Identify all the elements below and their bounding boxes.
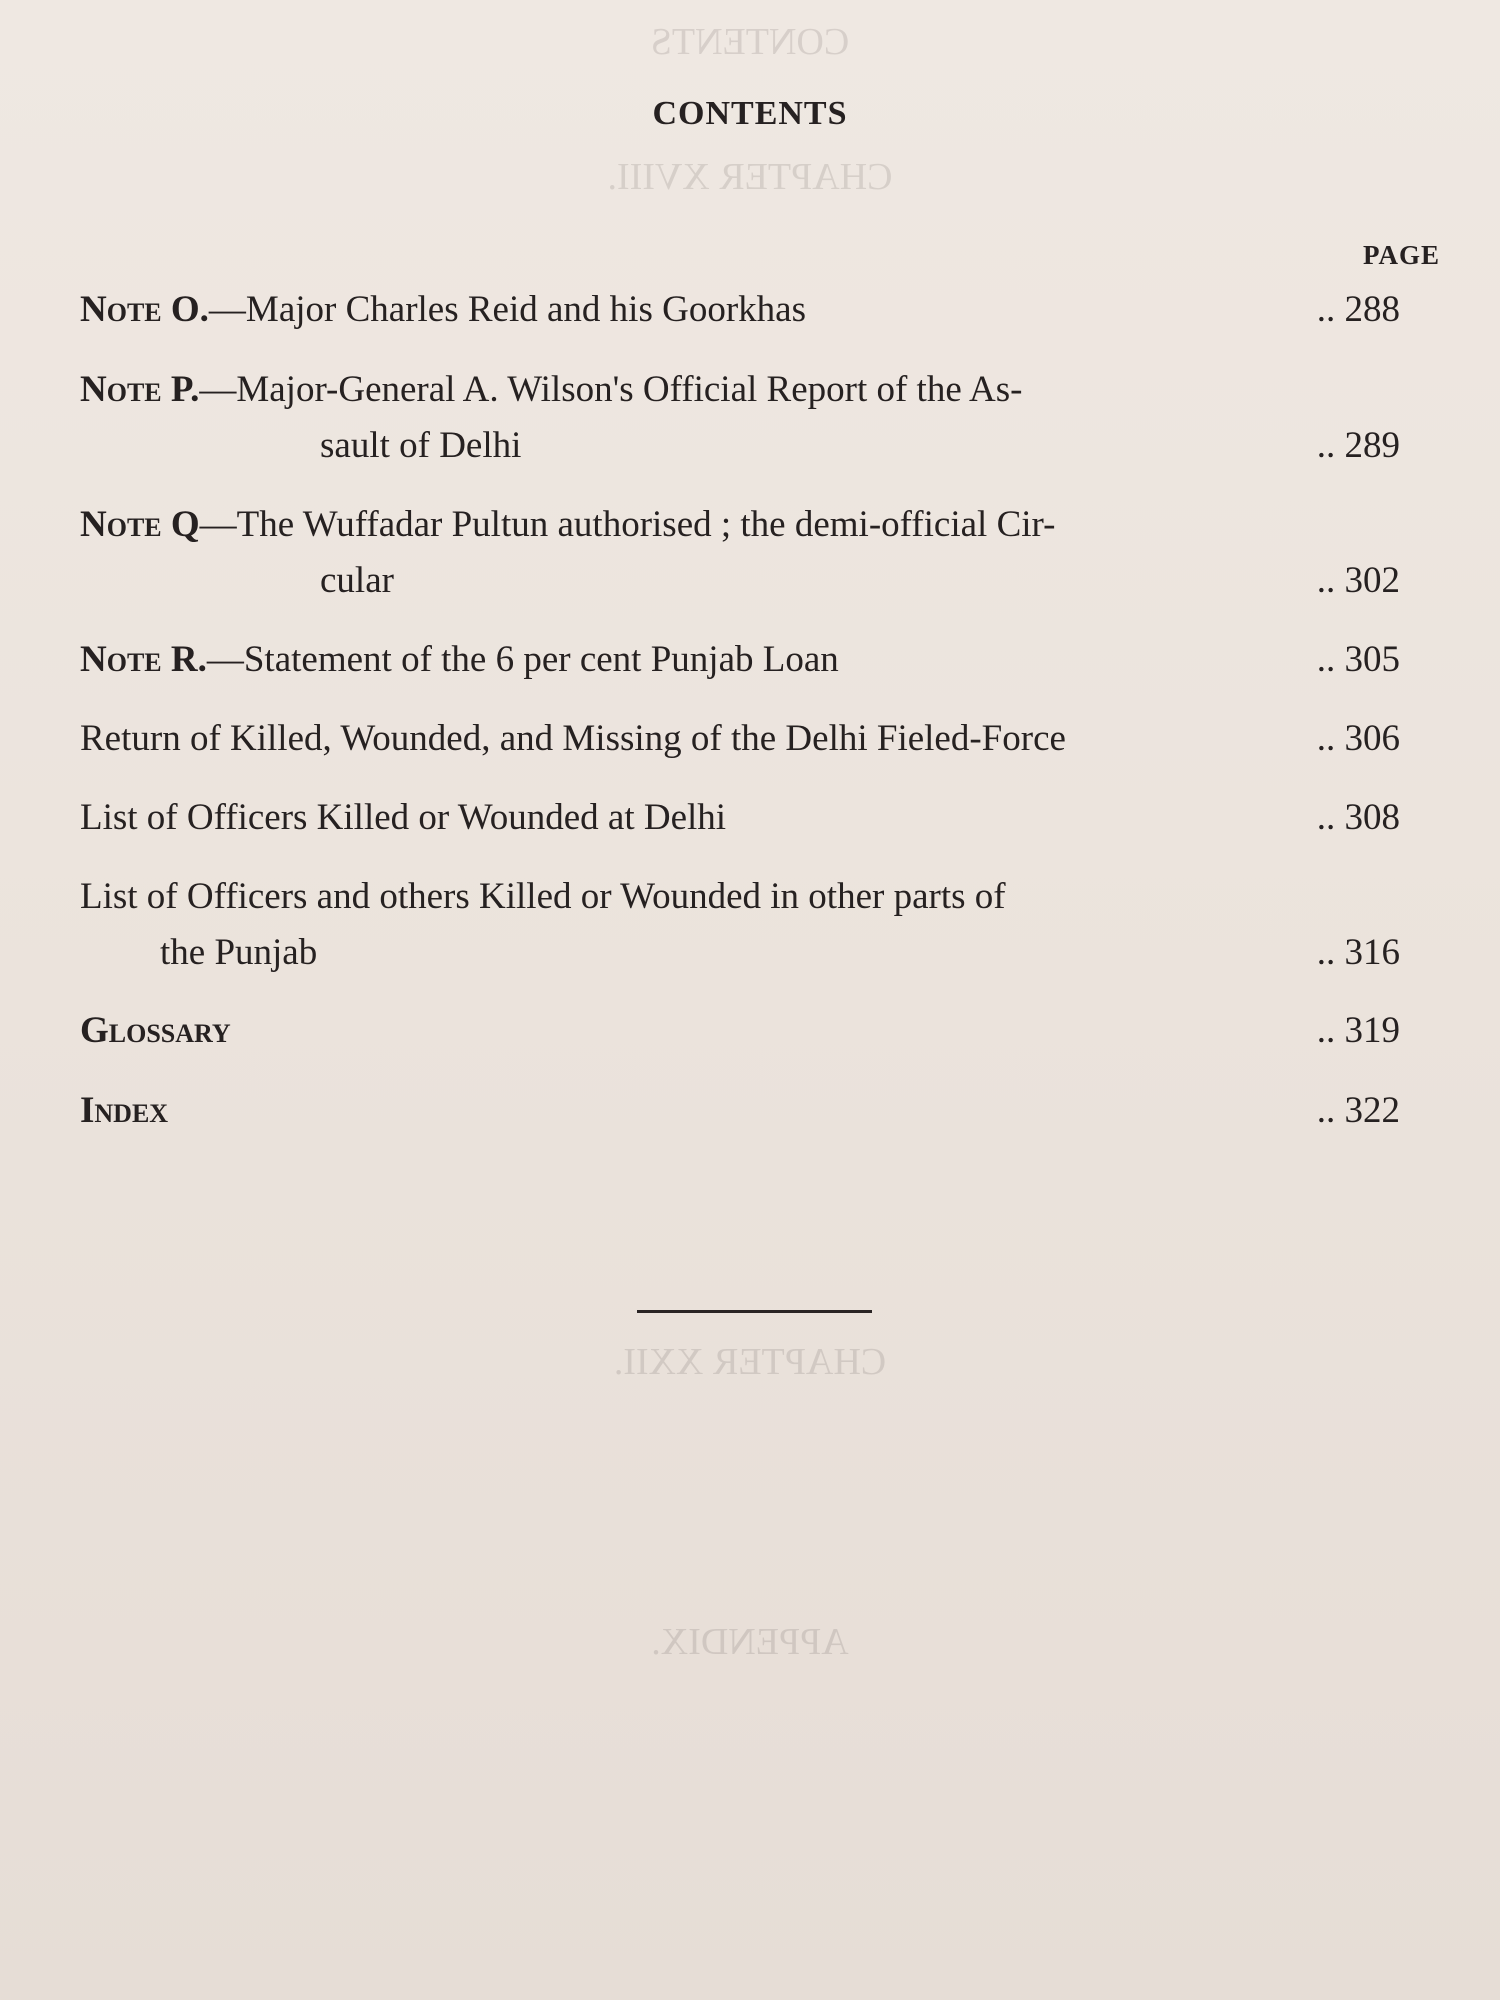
entry-title-continued: sault of Delhi [320, 425, 522, 466]
toc-entry-index[interactable] [80, 1083, 1400, 1139]
entry-page: .. 305 [1316, 639, 1400, 680]
toc-entry-glossary[interactable] [80, 1003, 1400, 1059]
entry-title-continued: cular [320, 560, 394, 601]
entry-title: —The Wuffadar Pultun authorised ; the demi-official Cir- [199, 504, 1056, 545]
entry-page: .. 289 [1316, 425, 1400, 466]
entry-title-continued: the Punjab [160, 932, 318, 973]
bleed-through-text: CHAPTER XVIII. [607, 156, 893, 198]
entry-title: —Major Charles Reid and his Goorkhas [208, 289, 806, 330]
entry-label: Glossary [80, 1010, 231, 1051]
entry-page: .. 322 [1316, 1090, 1400, 1131]
entry-label: Note Q [80, 504, 200, 545]
entry-label: Note O. [80, 289, 209, 330]
toc-entry-officers-punjab[interactable] [80, 869, 1400, 981]
toc-entry-note-q[interactable] [80, 497, 1400, 609]
toc-entry-note-o[interactable] [80, 282, 1400, 338]
entry-title: List of Officers and others Killed or Wounded in other parts of [80, 876, 1006, 917]
entry-page: .. 306 [1316, 718, 1400, 759]
toc-entry-note-r[interactable] [80, 632, 1400, 688]
toc-entry-officers-delhi[interactable] [80, 790, 1400, 846]
bleed-through-text: CONTENTS [650, 21, 850, 63]
toc-entry-note-p[interactable] [80, 362, 1400, 474]
page-column-label: PAGE [1363, 240, 1440, 270]
entry-label: Note P. [80, 369, 200, 410]
entry-page: .. 316 [1316, 932, 1400, 973]
toc-entry-return-killed[interactable] [80, 711, 1400, 767]
entry-page: .. 302 [1316, 560, 1400, 601]
page-title: CONTENTS [652, 95, 848, 132]
entry-page: .. 288 [1316, 289, 1400, 330]
bleed-through-text: APPENDIX. [651, 1621, 849, 1663]
entry-label: Note R. [80, 639, 207, 680]
entry-page: .. 308 [1316, 797, 1400, 838]
entry-title: List of Officers Killed or Wounded at Delhi [80, 797, 727, 838]
entry-title: —Major-General A. Wilson's Official Report of the As- [199, 369, 1023, 410]
entry-title: Return of Killed, Wounded, and Missing of the Delhi Fieled-Force [80, 718, 1066, 759]
horizontal-rule [637, 1310, 872, 1313]
entry-title: —Statement of the 6 per cent Punjab Loan [206, 639, 839, 680]
entry-page: .. 319 [1316, 1010, 1400, 1051]
bleed-through-text: CHAPTER XXII. [613, 1341, 887, 1383]
entry-label: Index [80, 1090, 169, 1131]
